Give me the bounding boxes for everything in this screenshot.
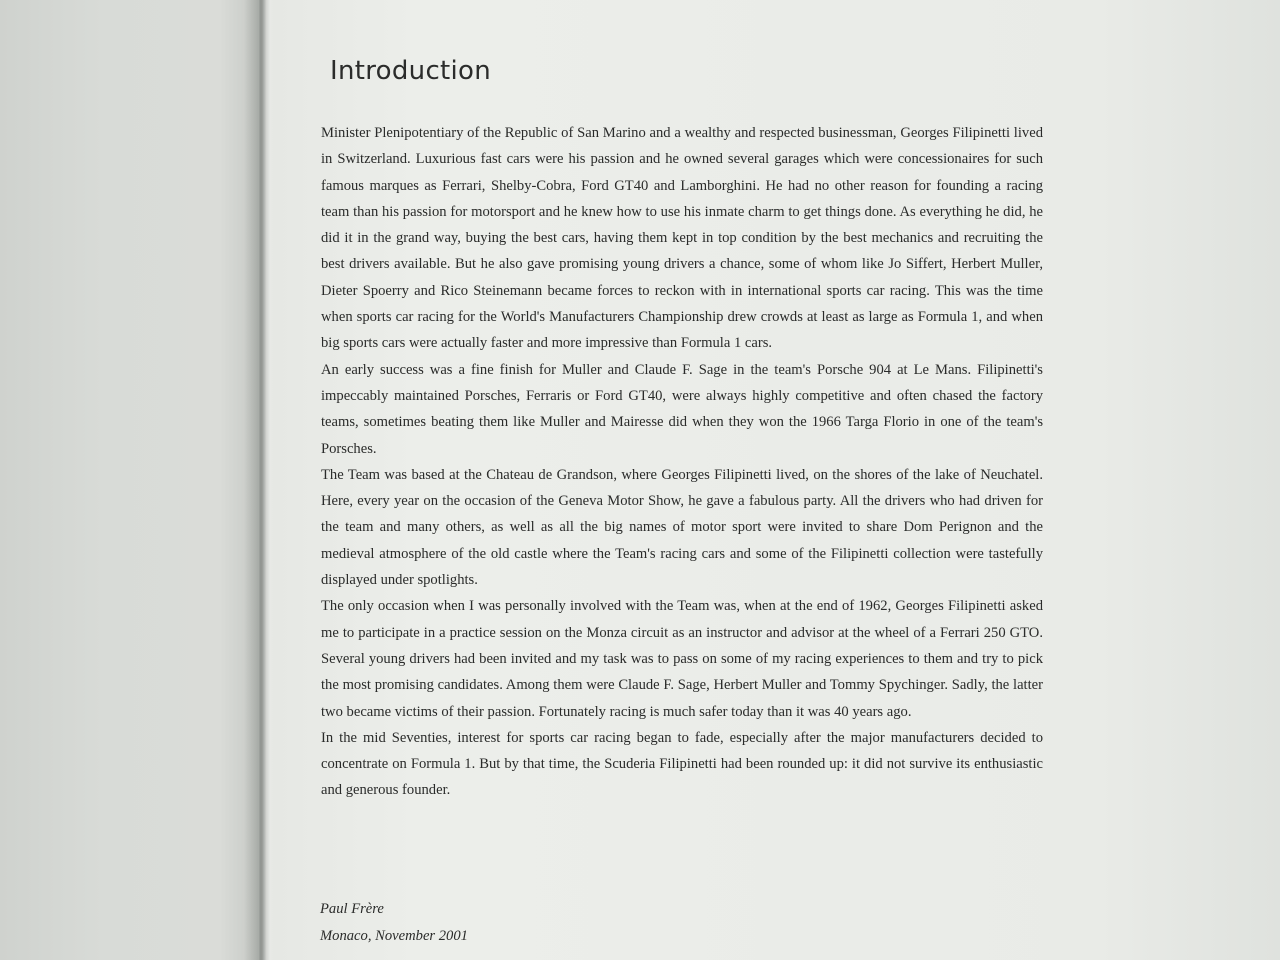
paragraph: In the mid Seventies, interest for sports car racing began to fade, especially after the major manufacturers decided to concentrate on Formula 1. But by that time, the Scuderia Filipinetti had been rounded up: it did not survive its enthusiastic and generous founder. bbox=[321, 729, 1043, 799]
signature-block bbox=[320, 896, 468, 950]
introduction-body bbox=[321, 120, 1043, 804]
paragraph: The Team was based at the Chateau de Grandson, where Georges Filipinetti lived, on the shores of the lake of Neuchatel. Here, every year on the occasion of the Geneva Motor Show, he gave a fabulous party. All the drivers who had driven for the team and many others, as well as all the big names of motor sport were invited to share Dom Perignon and the medieval atmosphere of the old castle where the Team's racing cars and some of the Filipinetti collection were tastefully displayed under spotlights. bbox=[321, 466, 1043, 589]
page-title: Introduction bbox=[330, 56, 492, 86]
signature-author: Paul Frère bbox=[320, 901, 384, 917]
paragraph: The only occasion when I was personally involved with the Team was, when at the end of 1962, Georges Filipinetti asked me to participate in a practice session on the Monza circuit as an instructor and advisor at the wheel of a Ferrari 250 GTO. Several young drivers had been invited and my task was to pass on some of my racing experiences to them and try to pick the most promising candidates. Among them were Claude F. Sage, Herbert Muller and Tommy Spychinger. Sadly, the latter two became victims of their passion. Fortunately racing is much safer today than it was 40 years ago. bbox=[321, 598, 1043, 720]
right-page bbox=[268, 0, 1280, 960]
show-through-text bbox=[0, 380, 250, 812]
signature-place-date: Monaco, November 2001 bbox=[320, 928, 468, 944]
paragraph: Minister Plenipotentiary of the Republic of San Marino and a wealthy and respected businessman, Georges Filipinetti lived in Switzerland. Luxurious fast cars were his passion and he owned several garages which were concessionaires for such famous marques as Ferrari, Shelby-Cobra, Ford GT40 and Lamborghini. He had no other reason for founding a racing team than his passion for motorsport and he knew how to use his inmate charm to get things done. As everything he did, he did it in the grand way, buying the best cars, having them kept in top condition by the best mechanics and recruiting the best drivers available. But he also gave promising young drivers a chance, some of whom like Jo Siffert, Herbert Muller, Dieter Spoerry and Rico Steinemann became forces to reckon with in international sports car racing. This was the time when sports car racing for the World's Manufacturers Championship drew crowds at least as large as Formula 1, and when big sports cars were actually faster and more impressive than Formula 1 cars. bbox=[321, 125, 1043, 352]
left-page bbox=[0, 0, 258, 960]
paragraph: An early success was a fine finish for Muller and Claude F. Sage in the team's Porsche 904 at Le Mans. Filipinetti's impeccably maintained Porsches, Ferraris or Ford GT40, were always highly competitive and often chased the factory teams, sometimes beating them like Muller and Mairesse did when they won the 1966 Targa Florio in one of the team's Porsches. bbox=[321, 361, 1043, 457]
